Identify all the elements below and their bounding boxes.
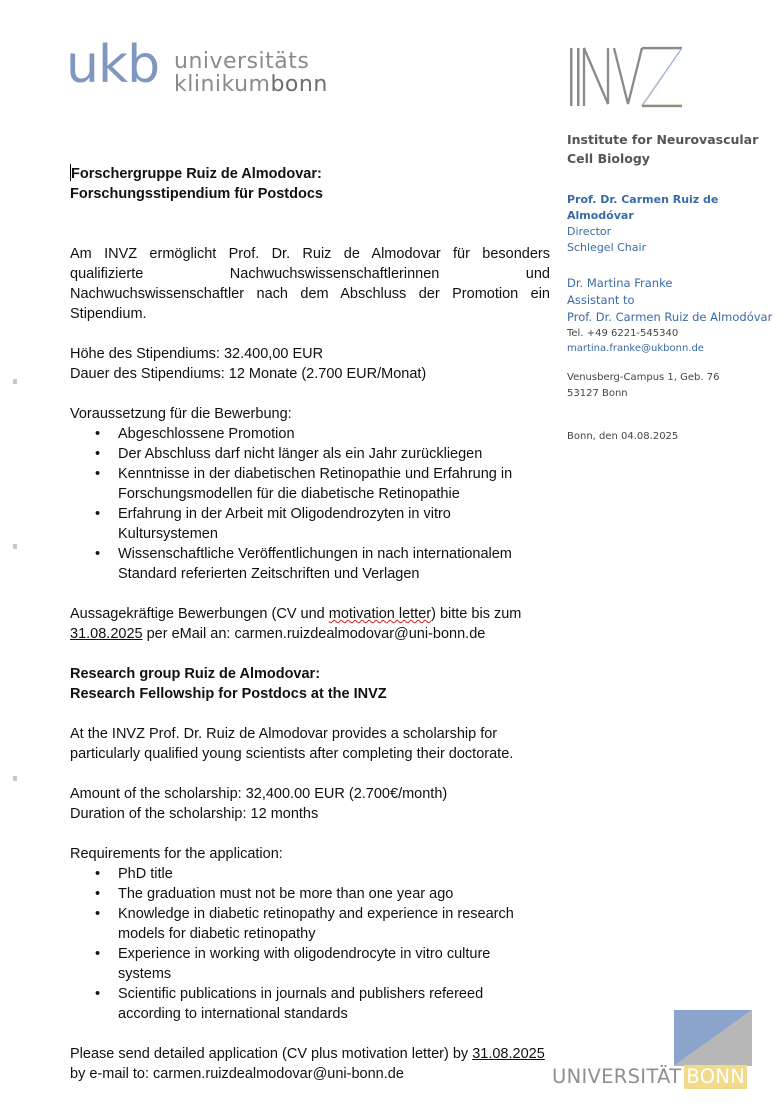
address-line1: Venusberg-Campus 1, Geb. 76 bbox=[567, 372, 720, 383]
german-apply-b: motivation letter bbox=[328, 606, 432, 622]
list-item: • Kenntnisse in der diabetischen Retinopathie und Erfahrung in Forschungsmodellen für die diabetische Retinopathie bbox=[118, 464, 550, 504]
ukb-logo bbox=[66, 35, 336, 100]
address-line2: 53127 Bonn bbox=[567, 388, 628, 399]
german-duration: Dauer des Stipendiums: 12 Monate (2.700 EUR/Monat) bbox=[70, 366, 427, 382]
universitaet-bonn-logo bbox=[552, 1010, 757, 1092]
margin-mark bbox=[13, 544, 17, 549]
assistant-name: Dr. Martina Franke bbox=[567, 276, 673, 290]
german-req-title: Voraussetzung für die Bewerbung: bbox=[70, 406, 292, 422]
sidebar bbox=[567, 130, 777, 442]
address-block bbox=[567, 370, 777, 402]
director-block bbox=[567, 192, 777, 256]
english-apply bbox=[70, 1044, 550, 1084]
list-item: • The graduation must not be more than one year ago bbox=[118, 884, 528, 904]
german-intro: Am INVZ ermöglicht Prof. Dr. Ruiz de Almodovar für besonders qualifizierte Nachwuchswissenschaftlerinnen und Nachwuchswissenschaftler nach dem Abschluss der Promotion ein Stipendium. bbox=[70, 246, 550, 322]
assistant-email[interactable]: martina.franke@ukbonn.de bbox=[567, 343, 704, 354]
german-heading-line1 bbox=[70, 164, 550, 184]
assistant-block bbox=[567, 275, 777, 356]
list-item: • Knowledge in diabetic retinopathy and experience in research models for diabetic retinopathy bbox=[118, 904, 528, 944]
english-intro: At the INVZ Prof. Dr. Ruiz de Almodovar provides a scholarship for particularly qualified young scientists after completing their doctorate. bbox=[70, 726, 514, 762]
list-item: • Experience in working with oligodendrocyte in vitro culture systems bbox=[118, 944, 528, 984]
universitaet-bonn-logo-squares bbox=[674, 1010, 752, 1066]
english-apply-b: by e-mail to: carmen.ruizdealmodovar@uni-bonn.de bbox=[70, 1066, 404, 1082]
list-item: • Der Abschluss darf nicht länger als ein Jahr zurückliegen bbox=[118, 444, 550, 464]
assistant-role: Assistant to bbox=[567, 293, 635, 307]
list-item: • Wissenschaftliche Veröffentlichungen in nach internationalem Standard referierten Zeitschriften und Verlagen bbox=[118, 544, 550, 584]
english-apply-date: 31.08.2025 bbox=[472, 1046, 545, 1062]
director-chair: Schlegel Chair bbox=[567, 241, 647, 254]
assistant-of: Prof. Dr. Carmen Ruiz de Almodóvar bbox=[567, 310, 773, 324]
universitaet-word: UNIVERSITÄT bbox=[552, 1065, 682, 1088]
assistant-phone: Tel. +49 6221-545340 bbox=[567, 328, 679, 339]
invz-logo-graphic bbox=[568, 46, 686, 108]
institute-name-line1: Institute for Neurovascular bbox=[567, 132, 759, 147]
ukb-logo-line2b: bonn bbox=[270, 72, 328, 97]
bonn-word: BONN bbox=[686, 1065, 746, 1088]
english-duration: Duration of the scholarship: 12 months bbox=[70, 806, 319, 822]
list-item: • Abgeschlossene Promotion bbox=[118, 424, 550, 444]
german-heading-text1: Forschergruppe Ruiz de Almodovar: bbox=[71, 166, 322, 182]
institute-name-line2: Cell Biology bbox=[567, 151, 650, 166]
german-apply-date: 31.08.2025 bbox=[70, 626, 143, 642]
margin-mark bbox=[13, 379, 17, 384]
german-apply-d: per eMail an: carmen.ruizdealmodovar@uni-bonn.de bbox=[142, 626, 486, 642]
ukb-logo-mark: ukb bbox=[66, 35, 160, 95]
english-amount: Amount of the scholarship: 32,400.00 EUR (2.700€/month) bbox=[70, 786, 448, 802]
english-heading-line1: Research group Ruiz de Almodovar: bbox=[70, 666, 321, 682]
ukb-logo-text bbox=[174, 50, 328, 96]
german-apply-c: ) bitte bis zum bbox=[431, 606, 522, 622]
german-heading-line2: Forschungsstipendium für Postdocs bbox=[70, 186, 323, 202]
english-heading-line2: Research Fellowship for Postdocs at the INVZ bbox=[70, 686, 387, 702]
list-item: • Erfahrung in der Arbeit mit Oligodendrozyten in vitro Kultursystemen bbox=[118, 504, 550, 544]
list-item: • PhD title bbox=[118, 864, 528, 884]
margin-mark bbox=[13, 776, 17, 781]
universitaet-bonn-wordmark bbox=[552, 1065, 747, 1089]
english-apply-a: Please send detailed application (CV plus motivation letter) by bbox=[70, 1046, 473, 1062]
ukb-logo-line2 bbox=[174, 73, 328, 96]
date-line: Bonn, den 04.08.2025 bbox=[567, 431, 679, 442]
german-apply bbox=[70, 604, 550, 644]
list-item: • Scientific publications in journals and publishers refereed according to international standards bbox=[118, 984, 528, 1024]
letter-body[interactable] bbox=[70, 164, 550, 1084]
english-requirements-list bbox=[70, 864, 528, 1024]
director-role: Director bbox=[567, 225, 612, 238]
ukb-logo-line1: universitäts bbox=[174, 49, 310, 74]
german-apply-a: Aussagekräftige Bewerbungen (CV und bbox=[70, 606, 329, 622]
english-req-title: Requirements for the application: bbox=[70, 846, 283, 862]
german-amount: Höhe des Stipendiums: 32.400,00 EUR bbox=[70, 346, 324, 362]
ukb-logo-line2a: klinikum bbox=[174, 72, 271, 97]
german-requirements-list bbox=[70, 424, 550, 584]
director-name: Prof. Dr. Carmen Ruiz de Almodóvar bbox=[567, 193, 719, 222]
invz-logo bbox=[568, 46, 686, 108]
